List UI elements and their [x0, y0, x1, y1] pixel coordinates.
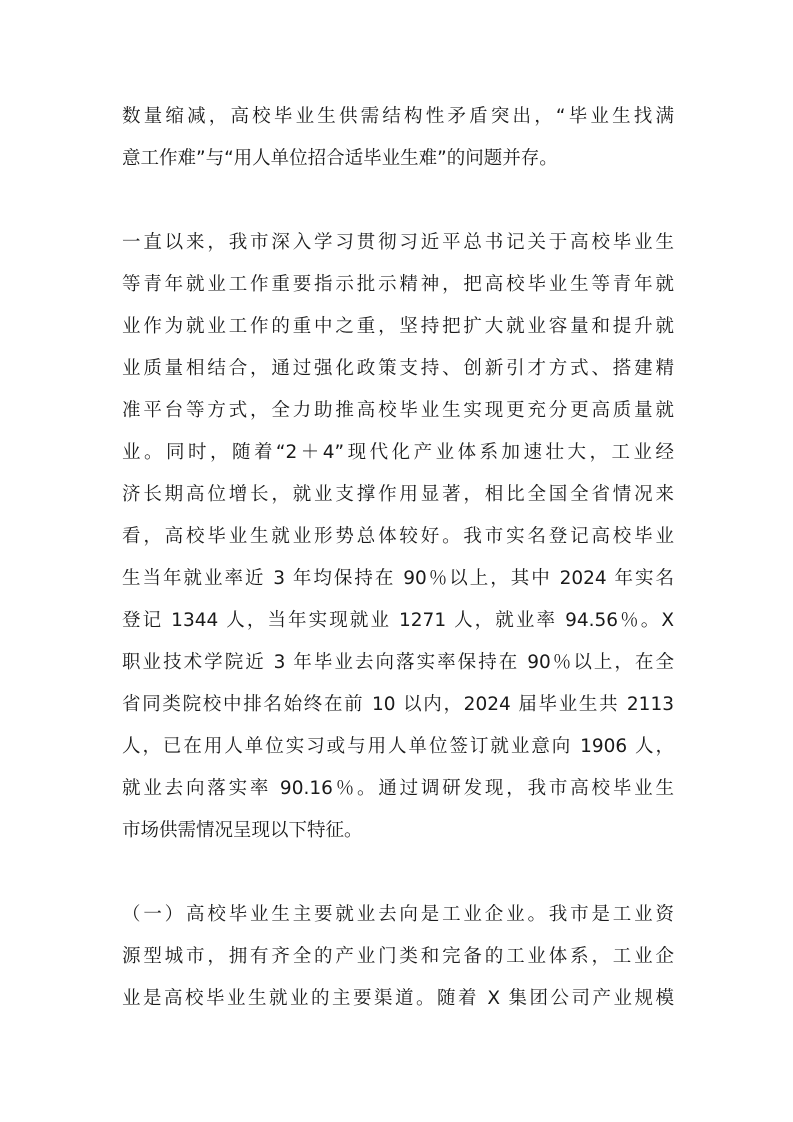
paragraph-2-line-3: 业作为就业工作的重中之重，坚持把扩大就业容量和提升就	[122, 316, 674, 337]
paragraph-1-line-2: 意工作难”与“用人单位招合适毕业生难”的问题并存。	[122, 148, 558, 169]
paragraph-2-line-9: 生当年就业率近 3 年均保持在 90％以上，其中 2024 年实名	[122, 568, 674, 589]
paragraph-2-line-12: 省同类院校中排名始终在前 10 以内，2024 届毕业生共 2113	[122, 694, 674, 715]
paragraph-3-line-1: （一）高校毕业生主要就业去向是工业企业。我市是工业资	[122, 904, 674, 925]
paragraph-2-line-1: 一直以来，我市深入学习贯彻习近平总书记关于高校毕业生	[122, 232, 674, 253]
paragraph-2-line-15: 市场供需情况呈现以下特征。	[122, 820, 363, 841]
paragraph-1-line-1: 数量缩减，高校毕业生供需结构性矛盾突出，“毕业生找满	[122, 106, 674, 127]
paragraph-3-line-3: 业是高校毕业生就业的主要渠道。随着 X 集团公司产业规模	[122, 988, 674, 1009]
paragraph-2-line-7: 济长期高位增长，就业支撑作用显著，相比全国全省情况来	[122, 484, 674, 505]
paragraph-2-line-5: 准平台等方式，全力助推高校毕业生实现更充分更高质量就	[122, 400, 674, 421]
paragraph-2-line-11: 职业技术学院近 3 年毕业去向落实率保持在 90％以上，在全	[122, 652, 674, 673]
paragraph-3-line-2: 源型城市，拥有齐全的产业门类和完备的工业体系，工业企	[122, 946, 674, 967]
paragraph-2-line-4: 业质量相结合，通过强化政策支持、创新引才方式、搭建精	[122, 358, 674, 379]
paragraph-2-line-6: 业。同时，随着“2＋4”现代化产业体系加速壮大，工业经	[122, 442, 674, 463]
paragraph-2-line-8: 看，高校毕业生就业形势总体较好。我市实名登记高校毕业	[122, 526, 674, 547]
paragraph-2-line-2: 等青年就业工作重要指示批示精神，把高校毕业生等青年就	[122, 274, 674, 295]
paragraph-2-line-14: 就业去向落实率 90.16％。通过调研发现，我市高校毕业生	[122, 778, 674, 799]
paragraph-2-line-13: 人，已在用人单位实习或与用人单位签订就业意向 1906 人，	[122, 736, 674, 757]
paragraph-2-line-10: 登记 1344 人，当年实现就业 1271 人，就业率 94.56％。X	[122, 610, 674, 631]
